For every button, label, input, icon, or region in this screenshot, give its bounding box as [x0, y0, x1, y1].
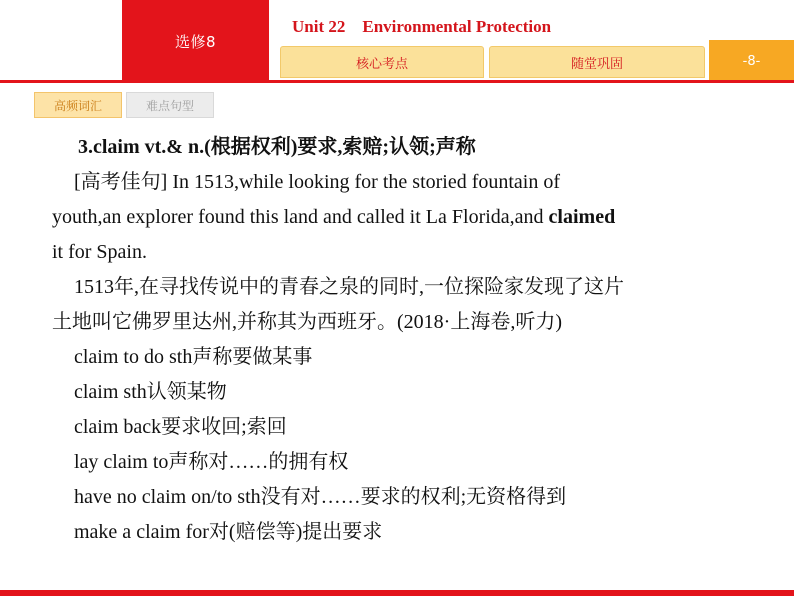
phrase-item: claim sth认领某物 [74, 381, 227, 403]
translation-line-2: 土地叫它佛罗里达州,并称其为西班牙。(2018·上海卷,听力) [52, 311, 562, 333]
footer-divider [0, 590, 794, 596]
header-divider [0, 80, 794, 83]
subtab-difficult-sentences[interactable]: 难点句型 [126, 92, 214, 118]
example-line-2-text: youth,an explorer found this land and called it La Florida,and [52, 206, 549, 228]
page-number: -8- [709, 40, 794, 82]
tab-core-points[interactable]: 核心考点 [280, 46, 484, 78]
phrase-item: claim back要求收回;索回 [74, 416, 287, 438]
translation-line-1: 1513年,在寻找传说中的青春之泉的同时,一位探险家发现了这片 [74, 276, 624, 298]
unit-title: Unit 22 Environmental Protection [292, 17, 552, 36]
example-line-3: it for Spain. [52, 241, 147, 263]
subtab-high-frequency-vocab[interactable]: 高频词汇 [34, 92, 122, 118]
example-line-2 [52, 200, 752, 235]
phrase-item: claim to do sth声称要做某事 [74, 346, 313, 368]
vocab-heading: 3.claim vt.& n.(根据权利)要求,索赔;认领;声称 [78, 136, 476, 158]
lesson-content [52, 130, 752, 550]
example-line-1: [高考佳句] In 1513,while looking for the storied fountain of [74, 171, 561, 193]
phrase-item: lay claim to声称对……的拥有权 [74, 451, 349, 473]
example-keyword: claimed [548, 206, 616, 228]
phrase-item: have no claim on/to sth没有对……要求的权利;无资格得到 [74, 486, 567, 508]
module-label: 选修8 [122, 0, 269, 82]
tab-in-class-practice[interactable]: 随堂巩固 [489, 46, 705, 78]
phrase-item: make a claim for对(赔偿等)提出要求 [74, 521, 383, 543]
